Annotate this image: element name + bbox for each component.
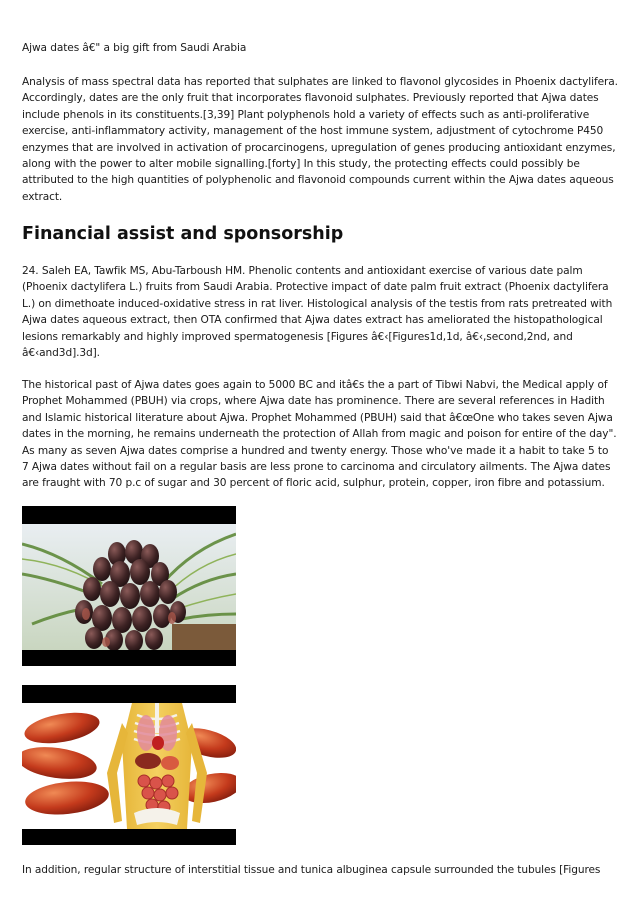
date-palm-photo — [22, 506, 236, 666]
paragraph-reference: 24. Saleh EA, Tawfik MS, Abu-Tarboush HM. Phenolic contents and antioxidant exercise of various date palm (Phoenix dactylifera L.) fruits from Saudi Arabia. Protective impact of date palm fruit extract (Phoenix dactylifera L.) on dimethoate induced-oxidative stress in rat liver. Histological analysis of the testis from rats pretreated with Ajwa dates aqueous extract, then OTA confirmed that Ajwa dates extract has ameliorated the histopathological lesions remarkably and highly improved spermatogenesis [Figures â€‹[Figures1d,1d, â€‹,second,2nd, and â€‹and3d].3d]. — [22, 265, 613, 360]
dates-and-anatomy-torso-photo-icon — [22, 703, 236, 829]
paragraph-analysis: Analysis of mass spectral data has reported that sulphates are linked to flavonol glycosides in Phoenix dactylifera. Accordingly, dates are the only fruit that incorporates flavonoid sulphates. Previously reported that Ajwa dates include phenols in its constituents.[3,39] Plant polyphenols hold a variety of effects such as anti-proliferative exercise, anti-inflammatory activity, management of the host immune system, adjustment of cytochrome P450 enzymes that are involved in activation of procarcinogens, upregulation of genes producing antioxidant enzymes, along with the power to alter mobile signalling.[forty] In this study, the protecting effects could possibly be attributed to the high quantities of polyphenolic and flavonoid compounds current within the Ajwa dates aqueous extract. — [22, 76, 618, 203]
section-heading: Financial assist and sponsorship — [22, 224, 344, 244]
title-line: Ajwa dates â€" a big gift from Saudi Arabia — [22, 42, 247, 54]
date-palm-fruit-cluster-photo-icon — [22, 524, 236, 650]
paragraph-history: The historical past of Ajwa dates goes again to 5000 BC and itâ€s the a part of Tibwi Nabvi, the Medical apply of Prophet Mohammed (PBUH) via crops, where Ajwa date has prominence. There are several references in Hadith and Islamic historical literature about Ajwa. Prophet Mohammed (PBUH) said that â€œOne who takes seven Ajwa dates in the morning, he remains underneath the protection of Allah from magic and poison for entire of the day". As many as seven Ajwa dates comprise a hundred and twenty energy. Those who've made it a habit to take 5 to 7 Ajwa dates without fail on a regular basis are less prone to carcinoma and circulatory ailments. The Ajwa dates are fraught with 70 p.c of sugar and 30 percent of floric acid, sulphur, protein, copper, iron fibre and potassium. — [22, 379, 617, 490]
dates-anatomy-photo — [22, 685, 236, 845]
paragraph-structure: In addition, regular structure of interstitial tissue and tunica albuginea capsule surrounded the tubules [Figures — [22, 864, 601, 876]
